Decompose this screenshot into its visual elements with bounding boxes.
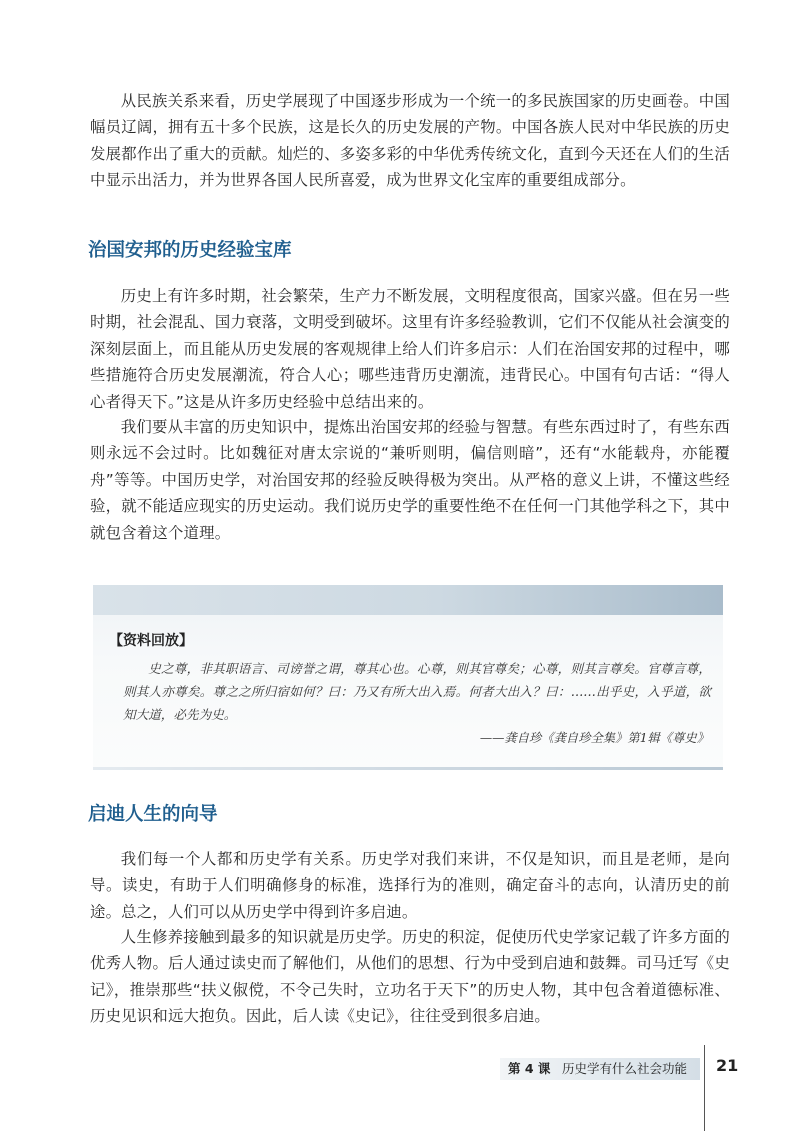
material-box-source: ——龚自珍《龚自珍全集》第1辑《尊史》 bbox=[479, 731, 709, 745]
material-box-quote: 史之尊，非其职语言、司谤誉之谓，尊其心也。心尊，则其官尊矣；心尊，则其言尊矣。官尊言尊，则其人亦尊矣。尊之之所归宿如何？曰：乃又有所大出入焉。何者大出入？曰：……出乎史，入乎道，欲知大道，必先为史。 bbox=[123, 661, 711, 722]
section1-paragraph-1: 从民族关系来看，历史学展现了中国逐步形成为一个统一的多民族国家的历史画卷。中国幅员辽阔，拥有五十多个民族，这是长久的历史发展的产物。中国各族人民对中华民族的历史发展都作出了重大的贡献。灿烂的、多姿多彩的中华优秀传统文化，直到今天还在人们的生活中显示出活力，并为世界各国人民所喜爱，成为世界文化宝库的重要组成部分。 bbox=[90, 92, 730, 190]
footer-lesson-number: 第 4 课 bbox=[508, 1061, 551, 1076]
section3-paragraph-2: 人生修养接触到最多的知识就是历史学。历史的积淀，促使历代史学家记载了许多方面的优秀人物。后人通过读史而了解他们，从他们的思想、行为中受到启迪和鼓舞。司马迁写《史记》，推崇那些“扶义俶傥，不令己失时，立功名于天下”的历史人物，其中包含着道德标准、历史见识和远大抱负。因此，后人读《史记》，往往受到很多启迪。 bbox=[90, 928, 730, 1026]
section2-paragraph-2: 我们要从丰富的历史知识中，提炼出治国安邦的经验与智慧。有些东西过时了，有些东西则永远不会过时。比如魏征对唐太宗说的“兼听则明，偏信则暗”，还有“水能载舟，亦能覆舟”等等。中国历史学，对治国安邦的经验反映得极为突出。从严格的意义上讲，不懂这些经验，就不能适应现实的历史运动。我们说历史学的重要性绝不在任何一门其他学科之下，其中就包含着这个道理。 bbox=[90, 418, 730, 542]
section2-paragraph-1: 历史上有许多时期，社会繁荣，生产力不断发展，文明程度很高，国家兴盛。但在另一些时期，社会混乱、国力衰落，文明受到破坏。这里有许多经验教训，它们不仅能从社会演变的深刻层面上，而且能从历史发展的客观规律上给人们许多启示：人们在治国安邦的过程中，哪些措施符合历史发展潮流，符合人心；哪些违背历史潮流，违背民心。中国有句古话：“得人心者得天下。”这是从许多历史经验中总结出来的。 bbox=[90, 287, 730, 411]
footer-lesson-title: 历史学有什么社会功能 bbox=[562, 1061, 688, 1076]
material-box-bottom-rule bbox=[93, 767, 723, 770]
material-box bbox=[93, 585, 723, 770]
heading-life-guide: 启迪人生的向导 bbox=[88, 804, 218, 825]
page-number: 21 bbox=[716, 1056, 739, 1075]
footer-lesson-bar bbox=[500, 1058, 700, 1080]
heading-governance: 治国安邦的历史经验宝库 bbox=[88, 240, 292, 261]
material-box-title: 【资料回放】 bbox=[109, 633, 193, 649]
footer-divider bbox=[704, 1045, 705, 1131]
section3-paragraph-1: 我们每一个人都和历史学有关系。历史学对我们来讲，不仅是知识，而且是老师，是向导。读史，有助于人们明确修身的标准，选择行为的准则，确定奋斗的志向，认清历史的前途。总之，人们可以从历史学中得到许多启迪。 bbox=[90, 850, 730, 921]
material-box-header-bar bbox=[93, 585, 723, 615]
